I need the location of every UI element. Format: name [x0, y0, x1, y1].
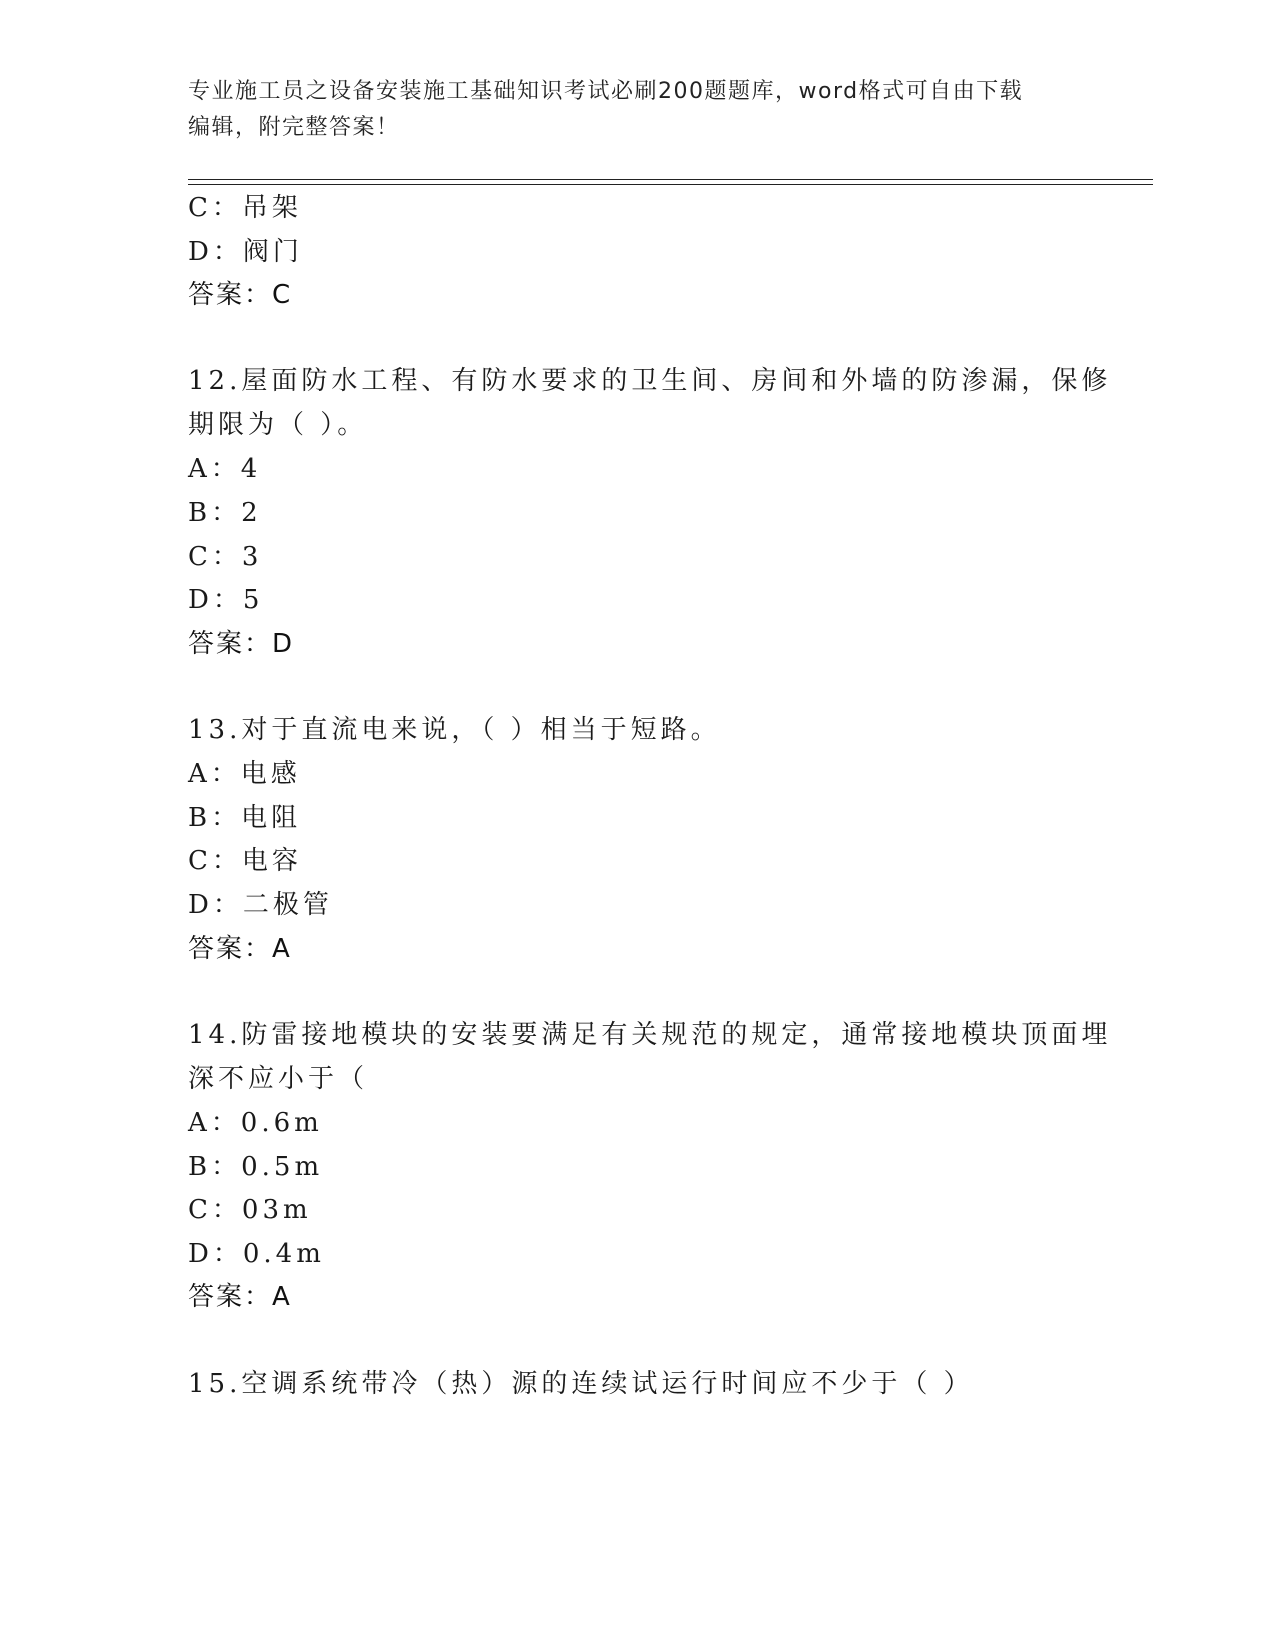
- header-divider-bottom: [188, 184, 1153, 185]
- header-divider-top: [188, 179, 1153, 180]
- option-d: D：5: [188, 585, 264, 615]
- header-line-2: 编辑，附完整答案！: [188, 115, 400, 140]
- header-line-1: 专业施工员之设备安装施工基础知识考试必刷200题题库，word格式可自由下载: [188, 79, 1024, 104]
- option-b: B：电阻: [188, 803, 302, 833]
- option-b: B：2: [188, 498, 262, 528]
- option-c: C：电容: [188, 846, 302, 876]
- question-stem-continued: 深不应小于（: [188, 1064, 369, 1094]
- option-c: C：吊架: [188, 193, 302, 223]
- answer-line: 答案：A: [188, 1282, 292, 1312]
- option-d: D：阀门: [188, 237, 303, 267]
- option-b: B：0.5m: [188, 1152, 324, 1182]
- question-stem: 13.对于直流电来说，（ ）相当于短路。: [188, 715, 721, 745]
- document-header: [188, 74, 1088, 146]
- option-a: A：电感: [188, 759, 301, 789]
- option-c: C：3: [188, 542, 263, 572]
- option-c: C：03m: [188, 1195, 312, 1225]
- option-a: A：0.6m: [188, 1108, 323, 1138]
- question-stem-continued: 期限为（ ）。: [188, 410, 368, 440]
- question-stem: 14.防雷接地模块的安装要满足有关规范的规定，通常接地模块顶面埋: [188, 1020, 1112, 1050]
- answer-line: 答案：D: [188, 629, 295, 659]
- option-d: D：二极管: [188, 890, 333, 920]
- option-a: A：4: [188, 454, 262, 484]
- question-stem: 15.空调系统带冷（热）源的连续试运行时间应不少于（ ）: [188, 1369, 974, 1399]
- question-stem: 12.屋面防水工程、有防水要求的卫生间、房间和外墙的防渗漏，保修: [188, 366, 1112, 396]
- answer-line: 答案：A: [188, 934, 292, 964]
- answer-line: 答案：C: [188, 280, 293, 310]
- option-d: D：0.4m: [188, 1239, 325, 1269]
